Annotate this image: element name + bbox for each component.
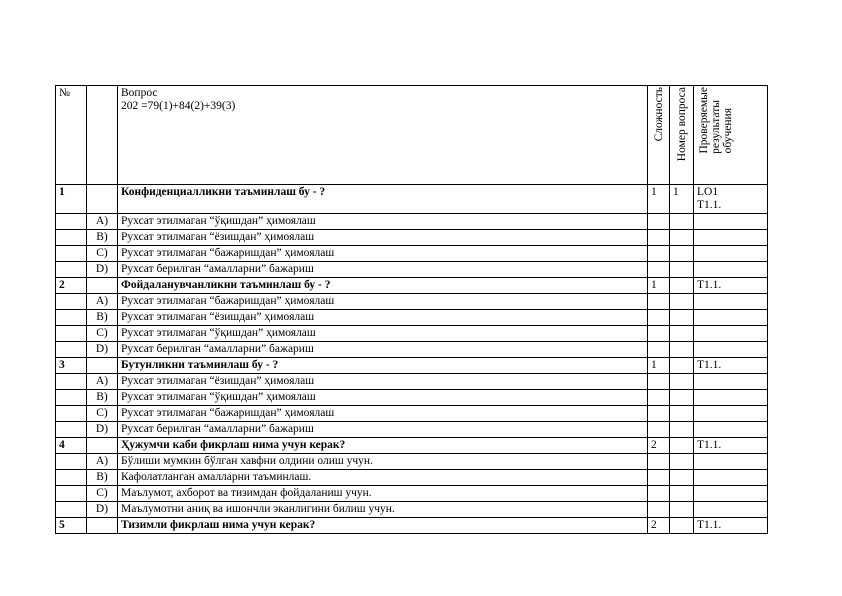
option-text: Рухсат этилмаган “ёзишдан” ҳимоялаш (118, 374, 648, 390)
question-row (56, 358, 768, 374)
option-text: Рухсат этилмаган “бажаришдан” ҳимоялаш (118, 406, 648, 422)
option-outcome-empty (694, 374, 768, 390)
question-letter-empty (87, 518, 118, 534)
question-outcome-line1: T1.1. (697, 359, 722, 371)
option-qnum-empty (670, 214, 694, 230)
option-row (56, 390, 768, 406)
option-qnum-empty (670, 486, 694, 502)
option-difficulty-empty (648, 262, 670, 278)
option-qnum-empty (670, 390, 694, 406)
option-row (56, 342, 768, 358)
option-empty (56, 406, 87, 422)
option-row (56, 310, 768, 326)
question-number: 4 (56, 438, 87, 454)
header-outcomes (694, 86, 768, 185)
header-empty (87, 86, 118, 185)
option-text: Рухсат этилмаган “бажаришдан” ҳимоялаш (118, 246, 648, 262)
option-difficulty-empty (648, 486, 670, 502)
option-row (56, 406, 768, 422)
question-outcome-line1: T1.1. (697, 439, 722, 451)
option-text: Рухсат этилмаган “ёзишдан” ҳимоялаш (118, 230, 648, 246)
option-letter: B) (87, 390, 118, 406)
option-difficulty-empty (648, 214, 670, 230)
option-letter: D) (87, 342, 118, 358)
option-empty (56, 390, 87, 406)
question-letter-empty (87, 278, 118, 294)
header-question-title: Вопрос (121, 87, 158, 99)
option-text: Рухсат берилган “амалларни” бажариш (118, 262, 648, 278)
option-row (56, 422, 768, 438)
option-difficulty-empty (648, 310, 670, 326)
option-outcome-empty (694, 294, 768, 310)
option-outcome-empty (694, 390, 768, 406)
option-letter: D) (87, 262, 118, 278)
option-row (56, 374, 768, 390)
header-outcomes-line1: Проверяемые (698, 87, 710, 154)
option-difficulty-empty (648, 374, 670, 390)
question-outcome-line1: T1.1. (697, 279, 722, 291)
header-difficulty-label: Сложность (652, 87, 665, 142)
question-row (56, 278, 768, 294)
option-difficulty-empty (648, 390, 670, 406)
option-row (56, 486, 768, 502)
option-empty (56, 246, 87, 262)
question-row (56, 518, 768, 534)
option-difficulty-empty (648, 470, 670, 486)
option-row (56, 230, 768, 246)
option-outcome-empty (694, 326, 768, 342)
question-outcome (694, 278, 768, 294)
option-letter: C) (87, 326, 118, 342)
option-outcome-empty (694, 502, 768, 518)
option-qnum-empty (670, 470, 694, 486)
question-difficulty: 1 (648, 185, 670, 214)
header-outcomes-line2: результаты (710, 99, 722, 154)
option-letter: B) (87, 470, 118, 486)
question-difficulty: 1 (648, 278, 670, 294)
header-number: № (56, 86, 87, 185)
question-row (56, 438, 768, 454)
question-qnum (670, 358, 694, 374)
option-difficulty-empty (648, 294, 670, 310)
option-empty (56, 454, 87, 470)
question-difficulty: 2 (648, 518, 670, 534)
option-row (56, 214, 768, 230)
question-number: 3 (56, 358, 87, 374)
option-empty (56, 502, 87, 518)
question-letter-empty (87, 438, 118, 454)
option-difficulty-empty (648, 502, 670, 518)
option-outcome-empty (694, 406, 768, 422)
option-row (56, 294, 768, 310)
option-letter: A) (87, 374, 118, 390)
question-outcome (694, 358, 768, 374)
option-empty (56, 374, 87, 390)
option-qnum-empty (670, 294, 694, 310)
option-letter: C) (87, 406, 118, 422)
option-empty (56, 326, 87, 342)
option-empty (56, 310, 87, 326)
option-letter: C) (87, 246, 118, 262)
option-qnum-empty (670, 310, 694, 326)
option-text: Маълумот, ахборот ва тизимдан фойдаланиш учун. (118, 486, 648, 502)
question-qnum (670, 278, 694, 294)
option-row (56, 470, 768, 486)
question-number: 5 (56, 518, 87, 534)
option-letter: A) (87, 214, 118, 230)
question-letter-empty (87, 185, 118, 214)
header-difficulty (648, 86, 670, 185)
option-outcome-empty (694, 230, 768, 246)
question-letter-empty (87, 358, 118, 374)
option-empty (56, 214, 87, 230)
option-empty (56, 470, 87, 486)
option-letter: C) (87, 486, 118, 502)
option-empty (56, 262, 87, 278)
option-empty (56, 294, 87, 310)
option-outcome-empty (694, 470, 768, 486)
option-row (56, 502, 768, 518)
option-row (56, 454, 768, 470)
question-outcome-line1: T1.1. (697, 519, 722, 531)
option-qnum-empty (670, 406, 694, 422)
option-outcome-empty (694, 454, 768, 470)
question-difficulty: 2 (648, 438, 670, 454)
option-difficulty-empty (648, 406, 670, 422)
option-letter: B) (87, 230, 118, 246)
option-difficulty-empty (648, 326, 670, 342)
option-outcome-empty (694, 422, 768, 438)
option-text: Кафолатланган амалларни таъминлаш. (118, 470, 648, 486)
option-outcome-empty (694, 310, 768, 326)
option-row (56, 246, 768, 262)
header-outcomes-line3: обучения (722, 108, 734, 154)
question-number: 2 (56, 278, 87, 294)
question-outcome-line1: LO1 (697, 186, 719, 198)
option-empty (56, 342, 87, 358)
option-qnum-empty (670, 502, 694, 518)
option-qnum-empty (670, 246, 694, 262)
option-difficulty-empty (648, 246, 670, 262)
option-row (56, 262, 768, 278)
option-difficulty-empty (648, 230, 670, 246)
question-difficulty: 1 (648, 358, 670, 374)
question-qnum: 1 (670, 185, 694, 214)
option-empty (56, 422, 87, 438)
option-qnum-empty (670, 454, 694, 470)
question-qnum (670, 438, 694, 454)
option-qnum-empty (670, 262, 694, 278)
question-number: 1 (56, 185, 87, 214)
option-empty (56, 486, 87, 502)
header-question (118, 86, 648, 185)
header-question-formula: 202 =79(1)+84(2)+39(3) (121, 100, 236, 112)
option-outcome-empty (694, 246, 768, 262)
question-text: Фойдаланувчанликни таъминлаш бу - ? (118, 278, 648, 294)
option-letter: A) (87, 454, 118, 470)
option-row (56, 326, 768, 342)
option-text: Бўлиши мумкин бўлган хавфни олдини олиш учун. (118, 454, 648, 470)
option-text: Маълумотни аниқ ва ишончли эканлигини билиш учун. (118, 502, 648, 518)
header-question-number-label: Номер вопроса (675, 87, 688, 162)
option-text: Рухсат этилмаган “ўқишдан” ҳимоялаш (118, 214, 648, 230)
option-qnum-empty (670, 422, 694, 438)
option-text: Рухсат этилмаган “ўқишдан” ҳимоялаш (118, 390, 648, 406)
question-text: Бутунликни таъминлаш бу - ? (118, 358, 648, 374)
question-text: Тизимли фикрлаш нима учун керак? (118, 518, 648, 534)
option-qnum-empty (670, 374, 694, 390)
option-difficulty-empty (648, 454, 670, 470)
option-empty (56, 230, 87, 246)
option-difficulty-empty (648, 342, 670, 358)
option-letter: A) (87, 294, 118, 310)
question-outcome-line2: T1.1. (697, 199, 722, 211)
option-outcome-empty (694, 262, 768, 278)
option-qnum-empty (670, 342, 694, 358)
option-qnum-empty (670, 326, 694, 342)
question-text: Конфиденциалликни таъминлаш бу - ? (118, 185, 648, 214)
questions-table (55, 85, 768, 534)
question-row (56, 185, 768, 214)
option-outcome-empty (694, 214, 768, 230)
question-outcome (694, 438, 768, 454)
question-qnum (670, 518, 694, 534)
option-difficulty-empty (648, 422, 670, 438)
option-outcome-empty (694, 486, 768, 502)
option-text: Рухсат этилмаган “ёзишдан” ҳимоялаш (118, 310, 648, 326)
option-text: Рухсат берилган “амалларни” бажариш (118, 342, 648, 358)
option-text: Рухсат берилган “амалларни” бажариш (118, 422, 648, 438)
option-letter: B) (87, 310, 118, 326)
option-letter: D) (87, 502, 118, 518)
question-outcome (694, 518, 768, 534)
option-outcome-empty (694, 342, 768, 358)
option-text: Рухсат этилмаган “бажаришдан” ҳимоялаш (118, 294, 648, 310)
option-qnum-empty (670, 230, 694, 246)
header-question-number (670, 86, 694, 185)
option-text: Рухсат этилмаган “ўқишдан” ҳимоялаш (118, 326, 648, 342)
table-header-row (56, 86, 768, 185)
question-outcome (694, 185, 768, 214)
option-letter: D) (87, 422, 118, 438)
question-text: Ҳужумчи каби фикрлаш нима учун керак? (118, 438, 648, 454)
